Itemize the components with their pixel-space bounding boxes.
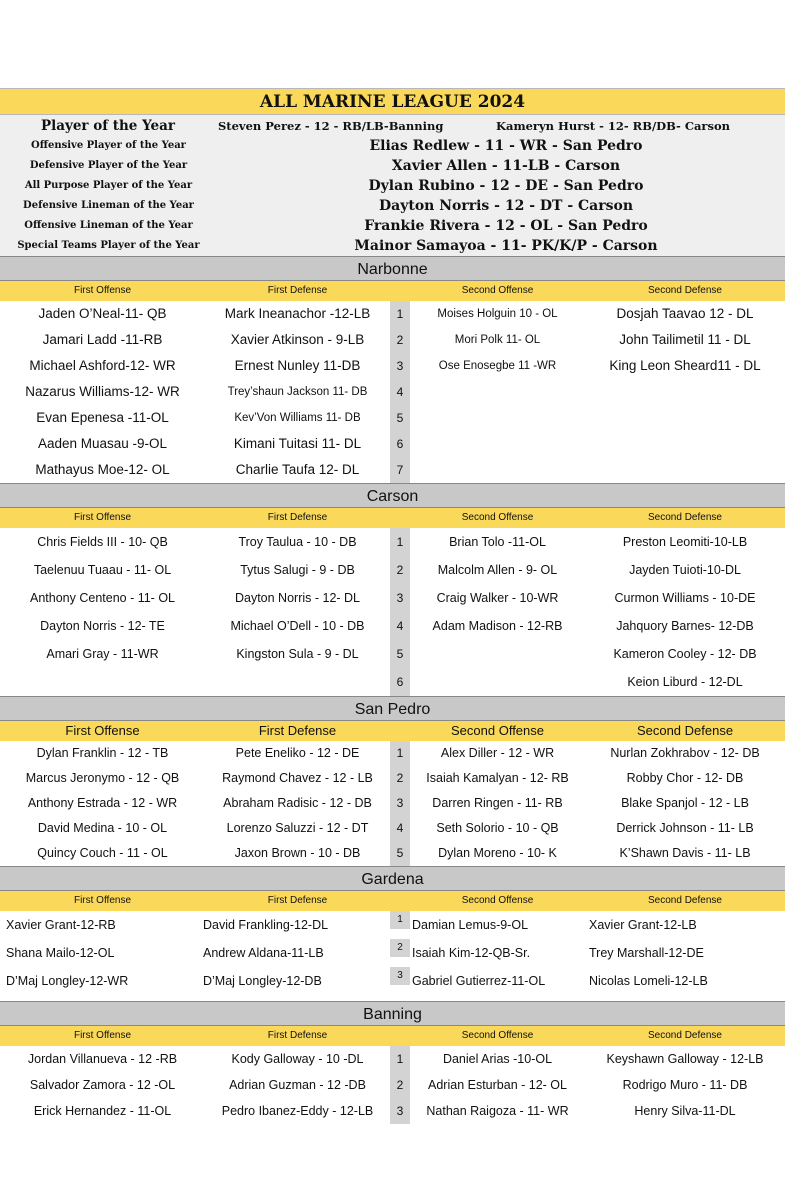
award-winner: Frankie Rivera - 12 - OL - San Pedro: [364, 218, 648, 234]
table-row: [0, 353, 785, 379]
second-offense-player: Damian Lemus-9-OL: [412, 918, 529, 932]
all-marine-league-sheet: [0, 88, 785, 1124]
team-name: Gardena: [0, 866, 785, 891]
second-defense-player: King Leon Sheard11 - DL: [609, 358, 761, 373]
second-offense-player: Craig Walker - 10-WR: [436, 591, 559, 605]
first-offense-player: Marcus Jeronymo - 12 - QB: [25, 771, 180, 785]
header-first-defense: First Defense: [267, 1030, 328, 1041]
second-offense-player: Isaiah Kim-12-QB-Sr.: [412, 946, 531, 960]
header-second-offense: Second Offense: [461, 1030, 534, 1041]
second-defense-player: Keion Liburd - 12-DL: [627, 675, 743, 689]
header-second-offense: Second Offense: [451, 723, 544, 738]
second-offense-player: Gabriel Gutierrez-11-OL: [412, 974, 546, 988]
row-number: 1: [390, 301, 410, 327]
first-defense-player: Kingston Sula - 9 - DL: [236, 647, 359, 661]
award-row: [0, 136, 785, 156]
first-defense-player: Trey’shaun Jackson 11- DB: [227, 386, 368, 398]
team-section-san-pedro: [0, 696, 785, 866]
table-row: [0, 1098, 785, 1124]
award-label: Player of the Year: [40, 118, 176, 134]
row-number: 1: [390, 1046, 410, 1072]
table-row: [0, 791, 785, 816]
award-row: [0, 196, 785, 216]
row-number: 1: [390, 528, 410, 556]
first-defense-player: Adrian Guzman - 12 -DB: [229, 1078, 366, 1092]
second-offense-player: Daniel Arias -10-OL: [442, 1052, 553, 1066]
first-offense-player: Shana Mailo-12-OL: [6, 946, 115, 960]
award-winner: Dayton Norris - 12 - DT - Carson: [379, 198, 633, 214]
row-number: 2: [390, 556, 410, 584]
award-winner: Mainor Samayoa - 11- PK/K/P - Carson: [354, 238, 658, 254]
row-number: 1: [390, 911, 410, 929]
table-row: [0, 766, 785, 791]
header-second-offense: Second Offense: [461, 512, 534, 523]
header-first-offense: First Offense: [73, 895, 132, 906]
column-headers: [0, 1026, 785, 1046]
first-defense-player: Kody Galloway - 10 -DL: [231, 1052, 364, 1066]
team-name: Narbonne: [0, 256, 785, 281]
first-offense-player: Anthony Centeno - 11- OL: [30, 591, 175, 605]
first-defense-player: Troy Taulua - 10 - DB: [238, 535, 357, 549]
header-second-defense: Second Defense: [636, 723, 734, 738]
table-row: [0, 816, 785, 841]
second-offense-player: Alex Diller - 12 - WR: [440, 746, 555, 760]
award-label: All Purpose Player of the Year: [24, 180, 193, 191]
first-offense-player: Nazarus Williams-12- WR: [25, 384, 180, 399]
award-winner: Dylan Rubino - 12 - DE - San Pedro: [368, 178, 644, 194]
first-defense-player: Michael O’Dell - 10 - DB: [230, 619, 365, 633]
first-offense-player: Jaden O’Neal-11- QB: [38, 306, 167, 321]
header-first-offense: First Offense: [73, 512, 132, 523]
second-defense-player: Derrick Johnson - 11- LB: [616, 821, 754, 835]
table-row: [0, 939, 785, 967]
row-number: 3: [390, 353, 410, 379]
second-offense-player: Adrian Esturban - 12- OL: [428, 1078, 567, 1092]
row-number: 2: [390, 1072, 410, 1098]
table-row: [0, 528, 785, 556]
row-number: 3: [390, 584, 410, 612]
header-second-offense: Second Offense: [461, 895, 534, 906]
second-defense-player: Nurlan Zokhrabov - 12- DB: [610, 746, 760, 760]
team-section-banning: [0, 1001, 785, 1124]
award-row: [0, 236, 785, 256]
award-winner-second: Kameryn Hurst - 12- RB/DB- Carson: [496, 119, 730, 133]
table-row: [0, 431, 785, 457]
table-row: [0, 301, 785, 327]
team-section-carson: [0, 483, 785, 696]
row-number: 7: [390, 457, 410, 483]
column-headers: [0, 891, 785, 911]
table-row: [0, 741, 785, 766]
second-offense-player: Isaiah Kamalyan - 12- RB: [426, 771, 569, 785]
first-offense-player: Taelenuu Tuaau - 11- OL: [33, 563, 172, 577]
header-second-defense: Second Defense: [648, 512, 722, 523]
first-offense-player: D’Maj Longley-12-WR: [6, 974, 129, 988]
second-defense-player: Blake Spanjol - 12 - LB: [621, 796, 749, 810]
table-row: [0, 668, 785, 696]
table-row: [0, 640, 785, 668]
first-offense-player: David Medina - 10 - OL: [37, 821, 168, 835]
first-defense-player: Ernest Nunley 11-DB: [234, 358, 361, 373]
table-row: [0, 911, 785, 939]
first-offense-player: Mathayus Moe-12- OL: [35, 462, 170, 477]
award-label: Defensive Lineman of the Year: [23, 200, 194, 211]
team-name: Banning: [0, 1001, 785, 1026]
header-first-offense: First Offense: [65, 723, 140, 738]
first-defense-player: Lorenzo Saluzzi - 12 - DT: [226, 821, 369, 835]
award-winner: Elias Redlew - 11 - WR - San Pedro: [369, 138, 643, 154]
first-defense-player: Xavier Atkinson - 9-LB: [230, 332, 365, 347]
second-defense-player: Xavier Grant-12-LB: [589, 918, 697, 932]
second-offense-player: Brian Tolo -11-OL: [449, 535, 546, 549]
award-row: [0, 156, 785, 176]
column-headers: [0, 508, 785, 528]
second-offense-player: Mori Polk 11- OL: [454, 334, 541, 346]
second-offense-player: Seth Solorio - 10 - QB: [436, 821, 559, 835]
award-winner: Steven Perez - 12 - RB/LB-Banning: [218, 119, 444, 133]
column-headers: [0, 281, 785, 301]
second-offense-player: Nathan Raigoza - 11- WR: [426, 1104, 569, 1118]
second-defense-player: Curmon Williams - 10-DE: [614, 591, 756, 605]
first-offense-player: Jordan Villanueva - 12 -RB: [27, 1052, 178, 1066]
header-second-defense: Second Defense: [648, 895, 722, 906]
row-number: 2: [390, 327, 410, 353]
first-offense-player: Salvador Zamora - 12 -OL: [29, 1078, 176, 1092]
award-row: [0, 116, 785, 136]
award-row: [0, 216, 785, 236]
second-offense-player: Adam Madison - 12-RB: [432, 619, 563, 633]
award-label: Special Teams Player of the Year: [17, 240, 200, 251]
second-defense-player: Kameron Cooley - 12- DB: [613, 647, 757, 661]
table-row: [0, 967, 785, 995]
table-row: [0, 1072, 785, 1098]
first-defense-player: Mark Ineanachor -12-LB: [224, 306, 371, 321]
row-number: 4: [390, 612, 410, 640]
first-defense-player: Dayton Norris - 12- DL: [234, 591, 361, 605]
header-first-offense: First Offense: [73, 285, 132, 296]
second-offense-player: Dylan Moreno - 10- K: [438, 846, 557, 860]
award-label: Defensive Player of the Year: [29, 160, 188, 171]
teams-container: [0, 256, 785, 1124]
first-defense-player: Kev’Von Williams 11- DB: [234, 412, 361, 424]
award-label: Offensive Lineman of the Year: [24, 220, 193, 231]
second-defense-player: K’Shawn Davis - 11- LB: [619, 846, 751, 860]
second-defense-player: Robby Chor - 12- DB: [626, 771, 744, 785]
team-name: San Pedro: [0, 696, 785, 721]
header-second-offense: Second Offense: [461, 285, 534, 296]
first-defense-player: D’Maj Longley-12-DB: [203, 974, 322, 988]
first-defense-player: Andrew Aldana-11-LB: [203, 946, 324, 960]
table-row: [0, 556, 785, 584]
team-name: Carson: [0, 483, 785, 508]
table-row: [0, 327, 785, 353]
row-number: 5: [390, 640, 410, 668]
column-headers: [0, 721, 785, 741]
second-defense-player: Nicolas Lomeli-12-LB: [589, 974, 708, 988]
row-number: 5: [390, 841, 410, 866]
table-row: [0, 841, 785, 866]
first-defense-player: Pedro Ibanez-Eddy - 12-LB: [221, 1104, 374, 1118]
table-row: [0, 405, 785, 431]
row-number: 1: [390, 741, 410, 766]
header-second-defense: Second Defense: [648, 285, 722, 296]
first-defense-player: Kimani Tuitasi 11- DL: [233, 436, 362, 451]
row-number: 2: [390, 939, 410, 957]
second-defense-player: John Tailimetil 11 - DL: [619, 332, 751, 347]
first-offense-player: Chris Fields III - 10- QB: [37, 535, 168, 549]
table-row: [0, 584, 785, 612]
table-row: [0, 1046, 785, 1072]
first-offense-player: Dylan Franklin - 12 - TB: [36, 746, 169, 760]
table-row: [0, 457, 785, 483]
awards-section: [0, 115, 785, 256]
row-number: 3: [390, 791, 410, 816]
second-defense-player: Rodrigo Muro - 11- DB: [622, 1078, 748, 1092]
header-first-defense: First Defense: [267, 512, 328, 523]
second-defense-player: Jahquory Barnes- 12-DB: [616, 619, 754, 633]
first-defense-player: Raymond Chavez - 12 - LB: [222, 771, 373, 785]
row-number: 5: [390, 405, 410, 431]
row-number: 3: [390, 1098, 410, 1124]
row-number: 6: [390, 668, 410, 696]
second-offense-player: Malcolm Allen - 9- OL: [437, 563, 558, 577]
second-defense-player: Preston Leomiti-10-LB: [622, 535, 748, 549]
first-defense-player: Abraham Radisic - 12 - DB: [223, 796, 372, 810]
first-defense-player: David Frankling-12-DL: [203, 918, 329, 932]
second-defense-player: Jayden Tuioti-10-DL: [629, 563, 741, 577]
header-first-defense: First Defense: [267, 895, 328, 906]
second-defense-player: Trey Marshall-12-DE: [589, 946, 704, 960]
first-defense-player: Pete Eneliko - 12 - DE: [235, 746, 360, 760]
row-number: 4: [390, 379, 410, 405]
award-label: Offensive Player of the Year: [31, 140, 186, 151]
team-section-narbonne: [0, 256, 785, 483]
first-offense-player: Quincy Couch - 11 - OL: [37, 846, 168, 860]
second-offense-player: Moises Holguin 10 - OL: [437, 308, 558, 320]
team-section-gardena: [0, 866, 785, 1001]
first-offense-player: Jamari Ladd -11-RB: [42, 332, 163, 347]
header-second-defense: Second Defense: [648, 1030, 722, 1041]
first-offense-player: Anthony Estrada - 12 - WR: [27, 796, 178, 810]
first-offense-player: Michael Ashford-12- WR: [29, 358, 176, 373]
second-offense-player: Darren Ringen - 11- RB: [432, 796, 563, 810]
first-offense-player: Aaden Muasau -9-OL: [37, 436, 168, 451]
first-offense-player: Xavier Grant-12-RB: [6, 918, 116, 932]
first-offense-player: Dayton Norris - 12- TE: [40, 619, 165, 633]
second-defense-player: Keyshawn Galloway - 12-LB: [606, 1052, 764, 1066]
second-offense-player: Ose Enosegbe 11 -WR: [438, 360, 557, 372]
first-offense-player: Evan Epenesa -11-OL: [36, 410, 169, 425]
header-first-defense: First Defense: [267, 285, 328, 296]
award-winner: Xavier Allen - 11-LB - Carson: [391, 158, 621, 174]
row-number: 2: [390, 766, 410, 791]
table-row: [0, 379, 785, 405]
row-number: 6: [390, 431, 410, 457]
header-first-defense: First Defense: [258, 723, 337, 738]
second-defense-player: Henry Silva-11-DL: [634, 1104, 736, 1118]
first-defense-player: Charlie Taufa 12- DL: [235, 462, 360, 477]
row-number: 3: [390, 967, 410, 985]
league-title: ALL MARINE LEAGUE 2024: [0, 88, 785, 115]
header-first-offense: First Offense: [73, 1030, 132, 1041]
award-row: [0, 176, 785, 196]
first-offense-player: Amari Gray - 11-WR: [46, 647, 159, 661]
first-offense-player: Erick Hernandez - 11-OL: [33, 1104, 172, 1118]
second-defense-player: Dosjah Taavao 12 - DL: [616, 306, 754, 321]
first-defense-player: Tytus Salugi - 9 - DB: [240, 563, 355, 577]
table-row: [0, 612, 785, 640]
first-defense-player: Jaxon Brown - 10 - DB: [234, 846, 361, 860]
row-number: 4: [390, 816, 410, 841]
